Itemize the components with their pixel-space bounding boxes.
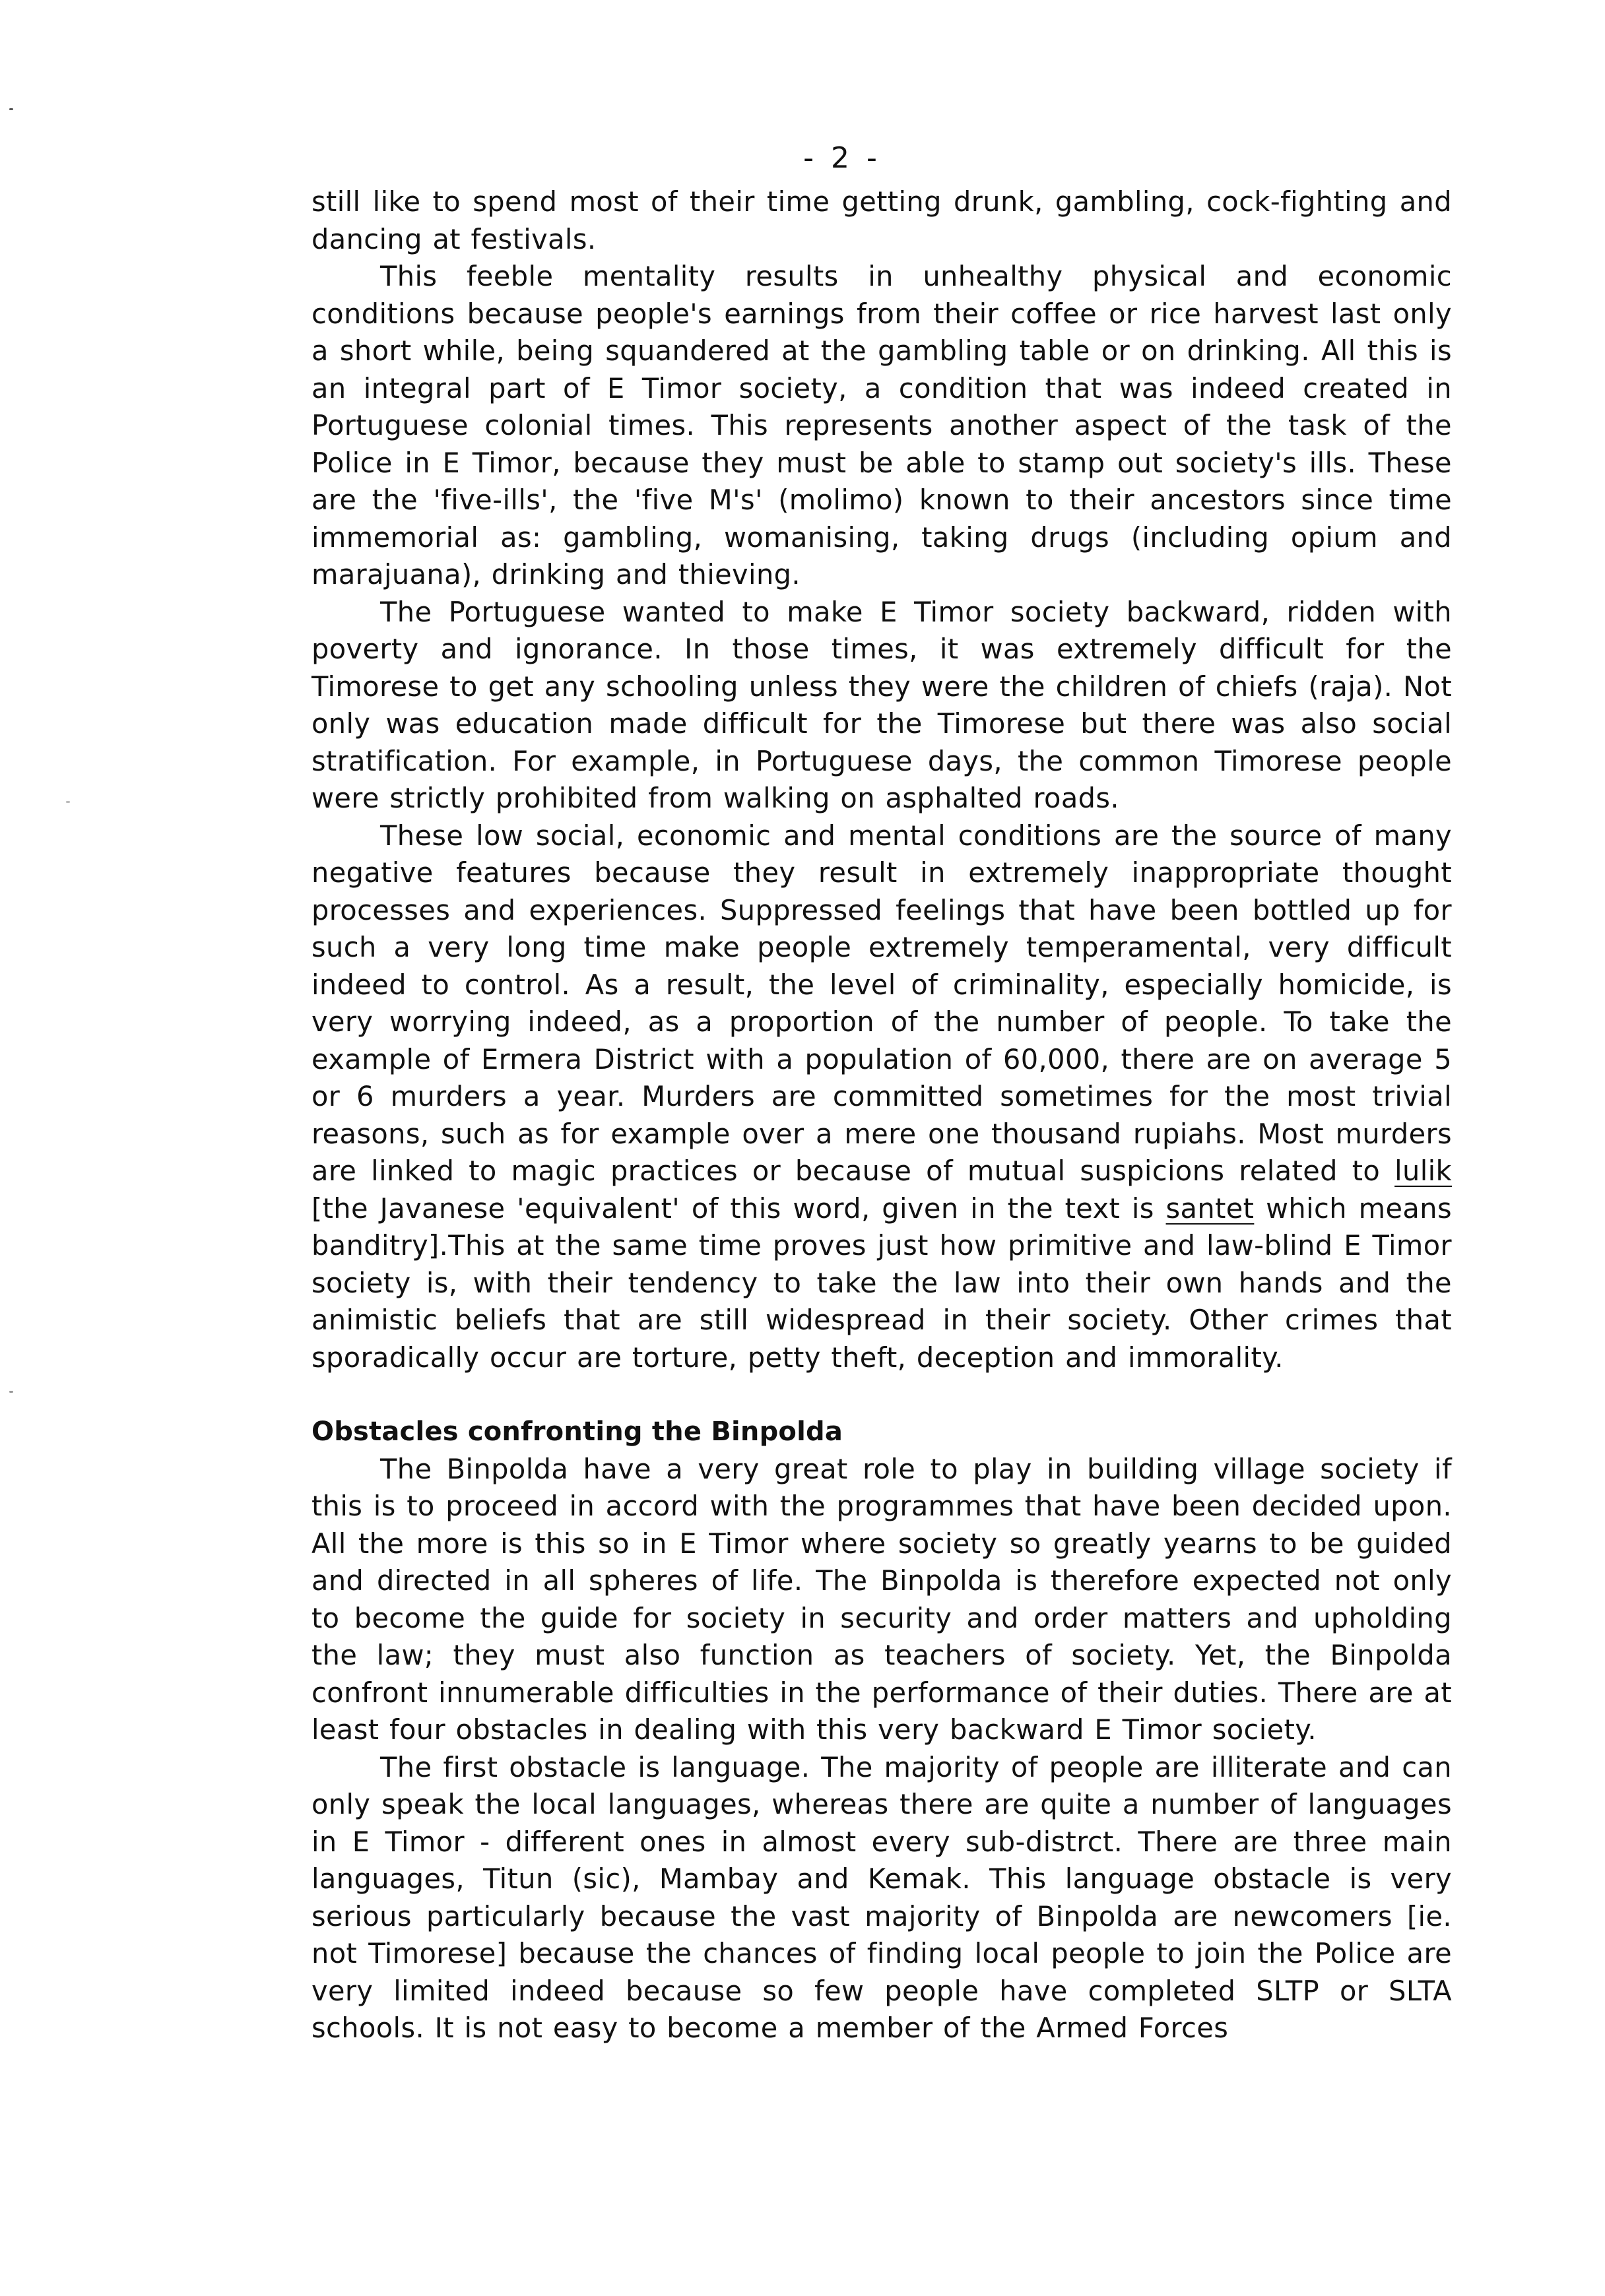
document-body — [311, 183, 1452, 2047]
scan-speck — [9, 108, 13, 110]
paragraph-language-obstacle: The first obstacle is language. The majority of people are illiterate and can only speak the local languages, whereas there are quite a number of languages in E Timor - different ones in almost every sub-distrct. There are three main languages, Titun (sic), Mambay and Kemak. This language obstacle is very serious particularly because the vast majority of Binpolda are newcomers [ie. not Timorese] because the chances of finding local people to join the Police are very limited indeed because so few people have completed SLTP or SLTA schools. It is not easy to become a member of the Armed Forces — [311, 1750, 1452, 2044]
text-run: [the Javanese 'equivalent' of this word, given in the text is — [311, 1192, 1166, 1225]
paragraph-continuation: still like to spend most of their time getting drunk, gambling, cock-fighting and dancing at festivals. — [311, 185, 1452, 255]
paragraph-portuguese-backward: The Portuguese wanted to make E Timor society backward, ridden with poverty and ignorance. In those times, it was extremely difficult for the Timorese to get any schooling unless they were the children of chiefs (raja). Not only was education made difficult for the Timorese but there was also social stratification. For example, in Portuguese days, the common Timorese people were strictly prohibited from walking on asphalted roads. — [311, 595, 1452, 814]
underlined-term-santet: santet — [1165, 1192, 1255, 1225]
section-heading: Obstacles confronting the Binpolda — [311, 1417, 843, 1447]
text-run: which means banditry].This at the same time proves just how primitive and law-blind E Timor society is, with their tendency to take the law into their own hands and the animistic beliefs that are still widespread in their society. Other crimes that sporadically occur are torture, petty theft, deception and immorality. — [311, 1192, 1452, 1374]
underlined-term-lulik: lulik — [1394, 1155, 1452, 1187]
scan-speck — [66, 801, 70, 803]
scan-speck — [9, 1391, 13, 1393]
text-run: These low social, economic and mental conditions are the source of many negative features because they result in extremely inappropriate thought processes and experiences. Suppressed feelings that have been bottled up for such a very long time make people extremely temperamental, very difficult indeed to control. As a result, the level of criminality, especially homicide, is very worrying indeed, as a proportion of the number of people. To take the example of Ermera District with a population of 60,000, there are on average 5 or 6 murders a year. Murders are committed sometimes for the most trivial reasons, such as for example over a mere one thousand rupiahs. Most murders are linked to magic practices or because of mutual suspicions related to — [311, 819, 1452, 1187]
paragraph-binpolda-role: The Binpolda have a very great role to play in building village society if this is to proceed in accord with the programmes that have been decided upon. All the more is this so in E Timor where society so greatly yearns to be guided and directed in all spheres of life. The Binpolda is therefore expected not only to become the guide for society in security and order matters and upholding the law; they must also function as teachers of society. Yet, the Binpolda confront innumerable difficulties in the performance of their duties. There are at least four obstacles in dealing with this very backward E Timor society. — [311, 1452, 1452, 1746]
paragraph-criminality — [311, 817, 1452, 1377]
paragraph-feeble-mentality: This feeble mentality results in unhealthy physical and economic conditions because people's earnings from their coffee or rice harvest last only a short while, being squandered at the gambling table or on drinking. All this is an integral part of E Timor society, a condition that was indeed created in Portuguese colonial times. This represents another aspect of the task of the Police in E Timor, because they must be able to stamp out society's ills. These are the 'five-ills', the 'five M's' (molimo) known to their ancestors since time immemorial as: gambling, womanising, taking drugs (including opium and marajuana), drinking and thieving. — [311, 260, 1452, 590]
page-number: - 2 - — [803, 141, 881, 175]
